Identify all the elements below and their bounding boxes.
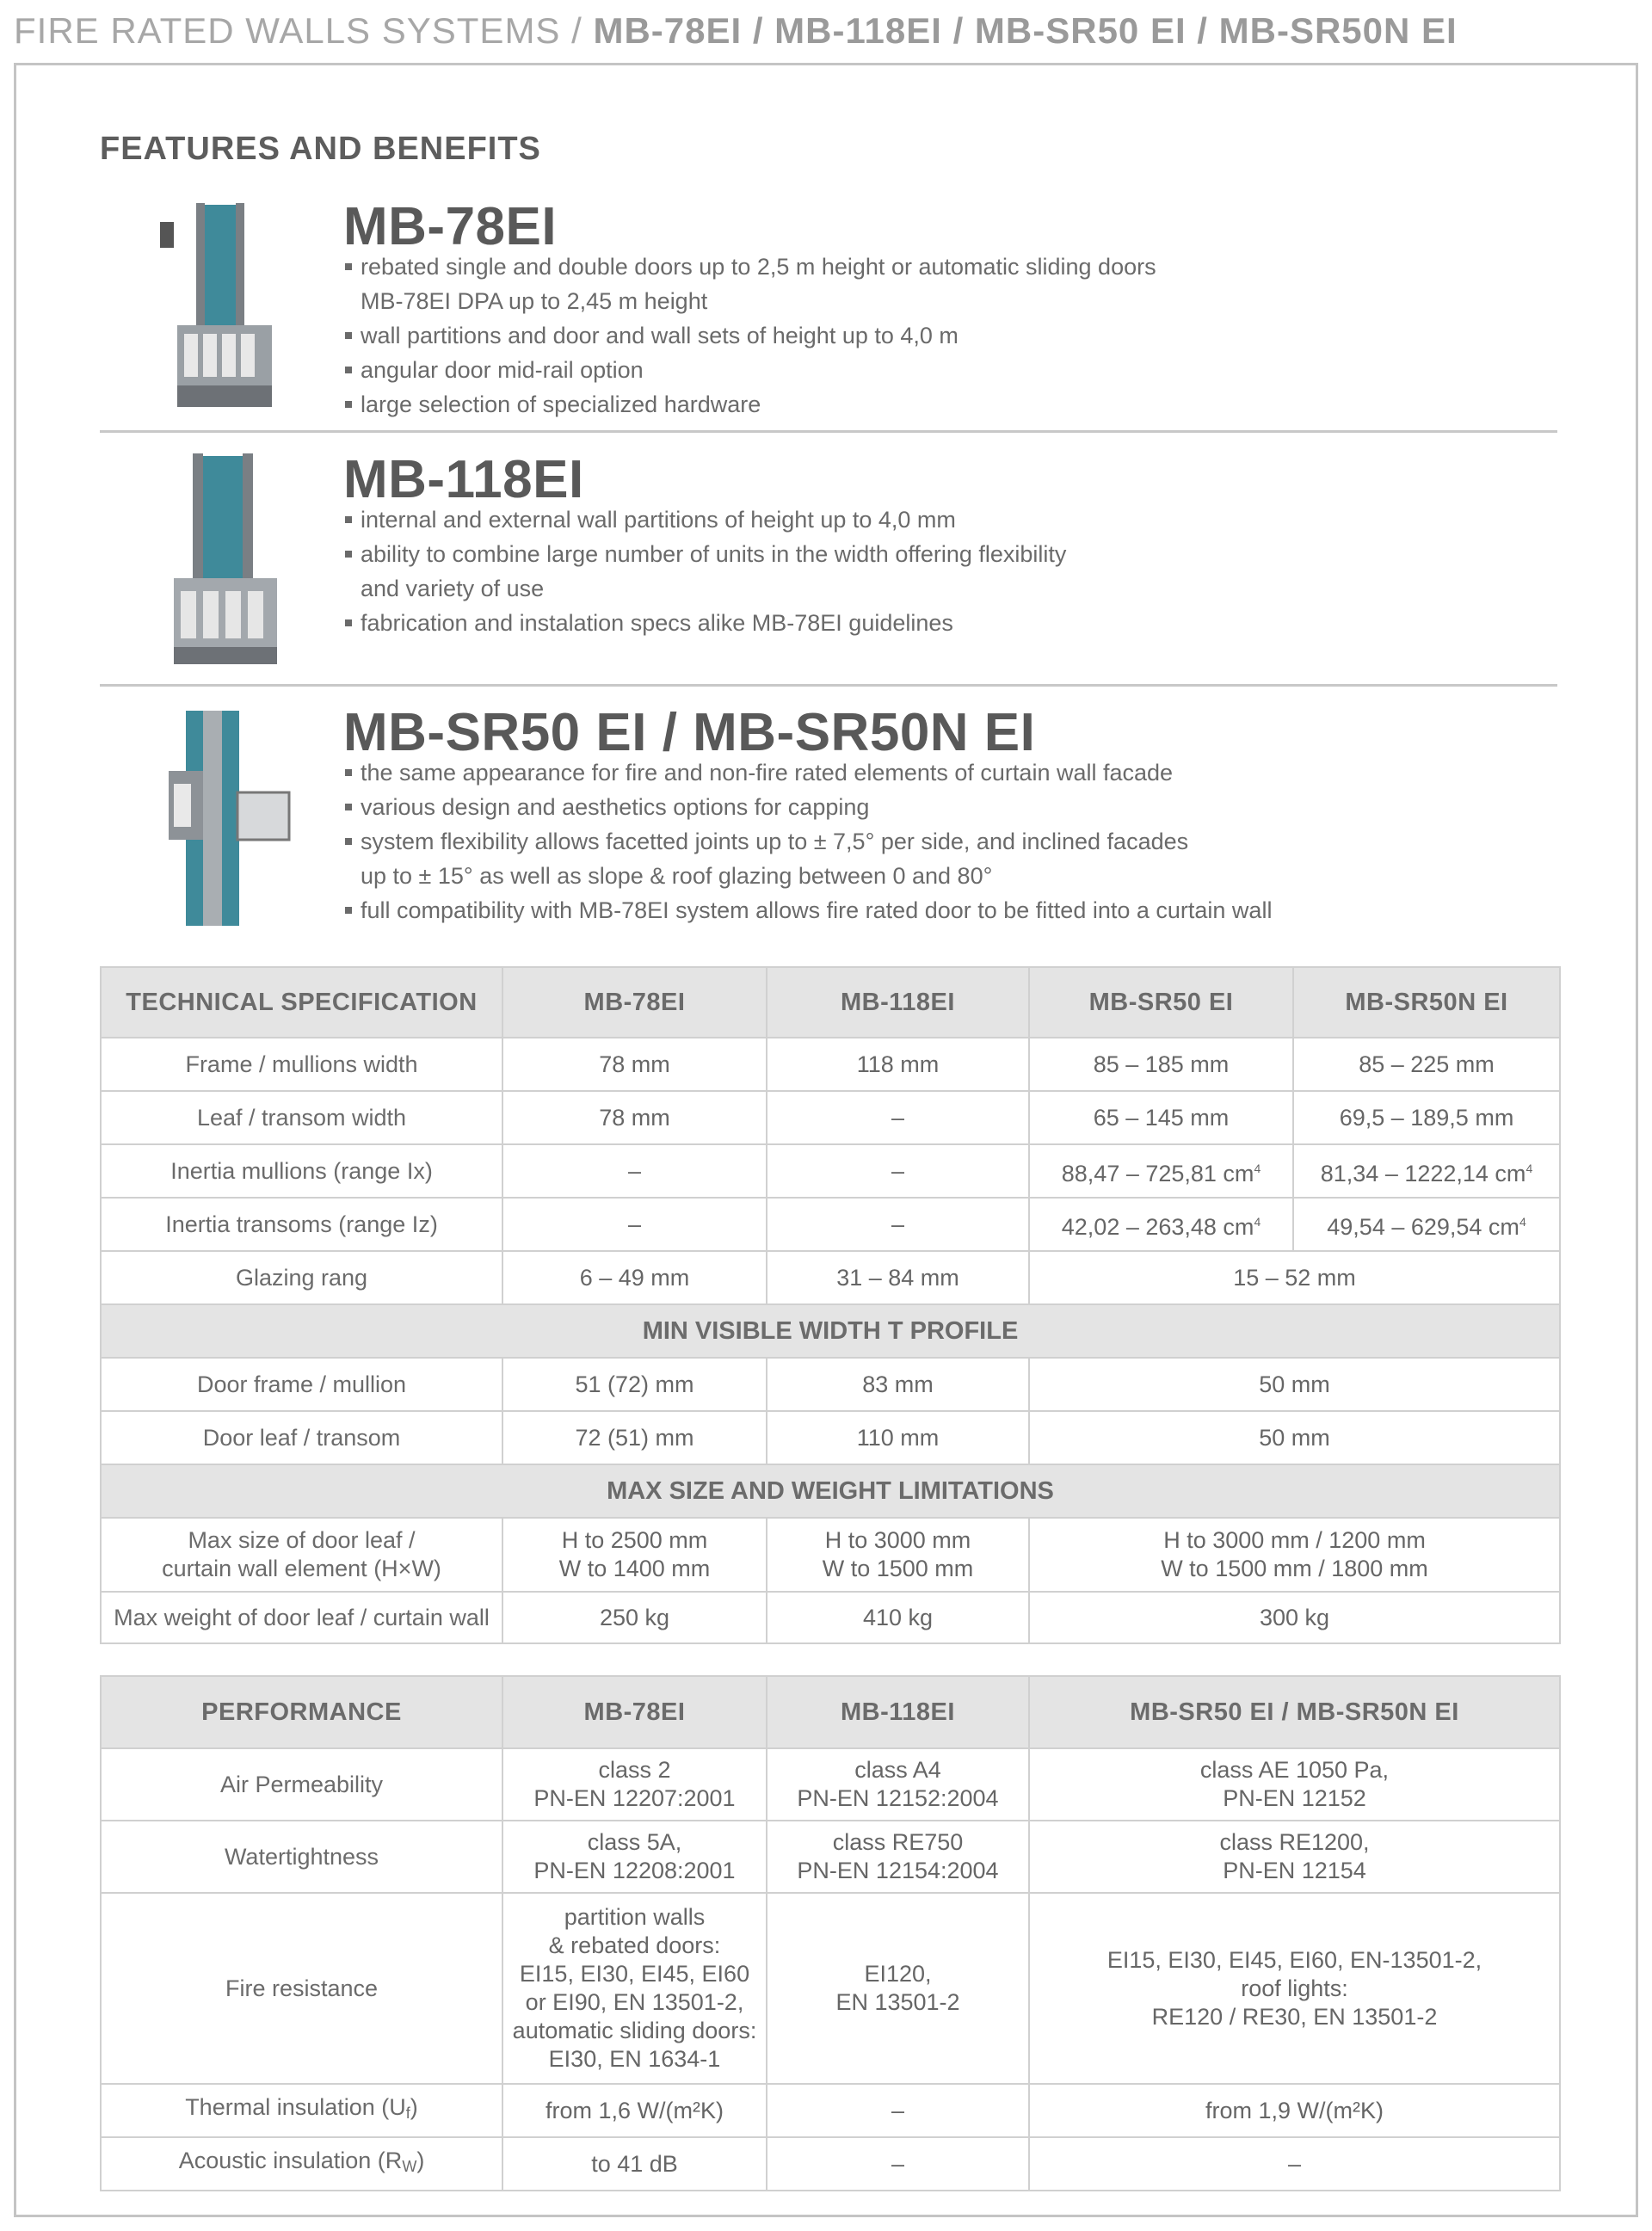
table-row [101, 1358, 1560, 1411]
text: internal and external wall partitions of height up to 4,0 mm [361, 507, 956, 533]
row-label: Door leaf / transom [101, 1411, 502, 1464]
row-label: Inertia mullions (range Ix) [101, 1144, 502, 1198]
table-cell [1029, 1893, 1560, 2084]
list-item [343, 824, 1272, 893]
row-label: Watertightness [101, 1821, 502, 1893]
column-header: MB-78EI [502, 967, 767, 1038]
list-item [343, 318, 1156, 353]
table-cell: from 1,6 W/(m²K) [502, 2084, 767, 2137]
text: 42,02 – 263,48 cm [1061, 1213, 1254, 1240]
table-cell [1029, 1748, 1560, 1821]
text: 4 [1254, 1214, 1261, 1229]
text: EI15, EI30, EI45, EI60, EN-13501-2, [1106, 1946, 1482, 1973]
table-cell: 300 kg [1029, 1592, 1560, 1643]
text: 4 [1254, 1161, 1261, 1175]
product-name: MB-SR50 EI / MB-SR50N EI [343, 703, 1036, 762]
text: Max size of door leaf / [188, 1527, 416, 1553]
column-header: TECHNICAL SPECIFICATION [101, 967, 502, 1038]
text: EI120, [864, 1961, 932, 1987]
mb78ei-profile-image [143, 196, 289, 420]
text: W to 1400 mm [558, 1556, 711, 1581]
table-cell: 69,5 – 189,5 mm [1293, 1091, 1560, 1144]
table-row [101, 1748, 1560, 1821]
list-item [343, 893, 1272, 928]
table-cell: 51 (72) mm [502, 1358, 767, 1411]
row-label: Max weight of door leaf / curtain wall [101, 1592, 502, 1643]
page-header [14, 5, 1649, 57]
technical-specification-table [100, 966, 1561, 1644]
table-cell: – [767, 2084, 1029, 2137]
text: class 2 [598, 1757, 671, 1783]
list-item [343, 250, 1156, 318]
row-label [101, 2084, 502, 2137]
divider [100, 684, 1557, 687]
table-row [101, 2084, 1560, 2137]
row-label: Inertia transoms (range Iz) [101, 1198, 502, 1251]
text: MB-78EI DPA up to 2,45 m height [361, 288, 708, 314]
table-row [101, 1198, 1560, 1251]
row-label: Glazing rang [101, 1251, 502, 1304]
table-cell [1029, 1144, 1293, 1198]
table-cell [767, 1748, 1029, 1821]
list-item [343, 353, 1156, 387]
text: H to 2500 mm [561, 1527, 708, 1553]
text: class RE750 [832, 1829, 964, 1855]
table-row [101, 1821, 1560, 1893]
section-row [101, 1304, 1560, 1358]
table-cell: 50 mm [1029, 1358, 1560, 1411]
table-cell: 6 – 49 mm [502, 1251, 767, 1304]
text: Acoustic insulation (R [178, 2148, 403, 2173]
table-header-row [101, 1676, 1560, 1748]
text: angular door mid-rail option [361, 357, 644, 383]
mbsr50ei-profile-image [143, 702, 298, 934]
text: fabrication and instalation specs alike MB-78EI guidelines [361, 610, 953, 636]
column-header: MB-SR50 EI / MB-SR50N EI [1029, 1676, 1560, 1748]
list-item [343, 537, 1066, 606]
row-label [101, 2137, 502, 2191]
text: 88,47 – 725,81 cm [1061, 1160, 1254, 1186]
list-item [343, 755, 1272, 790]
table-cell [1029, 1198, 1293, 1251]
text: class 5A, [587, 1829, 682, 1855]
text: wall partitions and door and wall sets of height up to 4,0 m [361, 323, 959, 348]
text: system flexibility allows facetted joints up to ± 7,5° per side, and inclined facades [361, 829, 1189, 854]
list-item [343, 387, 1156, 422]
text: large selection of specialized hardware [361, 391, 761, 417]
list-item [343, 606, 1066, 640]
text: EN 13501-2 [835, 1989, 960, 2015]
text: H to 3000 mm / 1200 mm [1163, 1527, 1426, 1553]
text: partition walls [564, 1904, 706, 1930]
table-cell: – [767, 1198, 1029, 1251]
row-label: Door frame / mullion [101, 1358, 502, 1411]
table-cell [502, 1821, 767, 1893]
product-mbsr50ei [100, 702, 1557, 943]
product-name: MB-118EI [343, 450, 584, 509]
row-label [101, 1518, 502, 1592]
column-header: PERFORMANCE [101, 1676, 502, 1748]
row-label: Air Permeability [101, 1748, 502, 1821]
table-row [101, 2137, 1560, 2191]
text: 4 [1519, 1214, 1526, 1229]
table-cell: 15 – 52 mm [1029, 1251, 1560, 1304]
table-cell: 85 – 225 mm [1293, 1038, 1560, 1091]
text: roof lights: [1241, 1975, 1348, 2001]
column-header: MB-SR50 EI [1029, 967, 1293, 1038]
table-cell: – [1029, 2137, 1560, 2191]
text: PN-EN 12152 [1223, 1785, 1366, 1811]
header-lead: FIRE RATED WALLS SYSTEMS / [14, 10, 594, 51]
table-cell: 410 kg [767, 1592, 1029, 1643]
text: ability to combine large number of units in the width offering flexibility [361, 541, 1067, 567]
row-label: Fire resistance [101, 1893, 502, 2084]
list-item [343, 790, 1272, 824]
column-header: MB-78EI [502, 1676, 767, 1748]
column-header: MB-SR50N EI [1293, 967, 1560, 1038]
text: class AE 1050 Pa, [1199, 1757, 1390, 1783]
section-heading: MAX SIZE AND WEIGHT LIMITATIONS [101, 1464, 1560, 1518]
table-cell [502, 1518, 767, 1592]
table-row [101, 1251, 1560, 1304]
table-cell: 83 mm [767, 1358, 1029, 1411]
divider [100, 430, 1557, 433]
text: 49,54 – 629,54 cm [1327, 1213, 1519, 1240]
text: rebated single and double doors up to 2,5 m height or automatic sliding doors [361, 254, 1156, 280]
text: EI15, EI30, EI45, EI60 [519, 1961, 750, 1987]
text: the same appearance for fire and non-fire rated elements of curtain wall facade [361, 760, 1174, 786]
header-models: MB-78EI / MB-118EI / MB-SR50 EI / MB-SR50N EI [593, 10, 1458, 51]
text: f [405, 2105, 410, 2122]
table-cell: to 41 dB [502, 2137, 767, 2191]
text: and variety of use [361, 576, 545, 601]
table-cell: 50 mm [1029, 1411, 1560, 1464]
table-cell [502, 1748, 767, 1821]
table-cell [1029, 1821, 1560, 1893]
text: various design and aesthetics options for capping [361, 794, 870, 820]
list-item [343, 502, 1066, 537]
table-cell: 31 – 84 mm [767, 1251, 1029, 1304]
text: W to 1500 mm [822, 1556, 974, 1581]
table-cell [767, 1518, 1029, 1592]
text: curtain wall element (H×W) [162, 1556, 441, 1581]
text: PN-EN 12207:2001 [533, 1785, 736, 1811]
text: H to 3000 mm [824, 1527, 971, 1553]
table-cell: – [502, 1144, 767, 1198]
mb118ei-profile-image [143, 449, 289, 673]
text: PN-EN 12208:2001 [533, 1858, 736, 1883]
text: PN-EN 12154:2004 [797, 1858, 999, 1883]
feature-list [343, 502, 1066, 640]
text: RE120 / RE30, EN 13501-2 [1151, 2003, 1438, 2030]
table-row [101, 1518, 1560, 1592]
performance-table [100, 1675, 1561, 2191]
product-mb118ei [100, 449, 1557, 673]
feature-list [343, 755, 1272, 928]
feature-list [343, 250, 1156, 422]
text: 81,34 – 1222,14 cm [1320, 1160, 1526, 1186]
table-row [101, 1091, 1560, 1144]
table-cell: 110 mm [767, 1411, 1029, 1464]
text: automatic sliding doors: [512, 2018, 757, 2043]
product-name: MB-78EI [343, 197, 558, 256]
section-row [101, 1464, 1560, 1518]
table-cell: 72 (51) mm [502, 1411, 767, 1464]
table-row [101, 1411, 1560, 1464]
column-header: MB-118EI [767, 1676, 1029, 1748]
text: or EI90, EN 13501-2, [525, 1989, 744, 2015]
table-row [101, 1038, 1560, 1091]
table-row [101, 1144, 1560, 1198]
text: W to 1500 mm / 1800 mm [1161, 1556, 1428, 1581]
table-header-row [101, 967, 1560, 1038]
text: ) [410, 2094, 418, 2120]
text: Thermal insulation (U [185, 2094, 406, 2120]
table-cell: – [767, 1091, 1029, 1144]
text: ) [416, 2148, 425, 2173]
section-heading: MIN VISIBLE WIDTH T PROFILE [101, 1304, 1560, 1358]
column-header: MB-118EI [767, 967, 1029, 1038]
table-row [101, 1893, 1560, 2084]
table-cell: – [767, 2137, 1029, 2191]
row-label: Leaf / transom width [101, 1091, 502, 1144]
table-cell: – [502, 1198, 767, 1251]
text: EI30, EN 1634-1 [548, 2046, 721, 2072]
table-cell: from 1,9 W/(m²K) [1029, 2084, 1560, 2137]
row-label: Frame / mullions width [101, 1038, 502, 1091]
table-cell: – [767, 1144, 1029, 1198]
text: W [402, 2158, 417, 2175]
text: PN-EN 12154 [1223, 1858, 1366, 1883]
table-cell [502, 1893, 767, 2084]
table-cell [1293, 1144, 1560, 1198]
text: class RE1200, [1219, 1829, 1370, 1855]
table-cell [767, 1821, 1029, 1893]
text: PN-EN 12152:2004 [797, 1785, 999, 1811]
table-cell: 78 mm [502, 1091, 767, 1144]
table-cell [767, 1893, 1029, 2084]
table-cell: 65 – 145 mm [1029, 1091, 1293, 1144]
table-cell: 85 – 185 mm [1029, 1038, 1293, 1091]
text: up to ± 15° as well as slope & roof glazing between 0 and 80° [361, 863, 993, 889]
table-row [101, 1592, 1560, 1643]
text: & rebated doors: [548, 1932, 721, 1958]
text: 4 [1526, 1161, 1533, 1175]
features-title: FEATURES AND BENEFITS [100, 131, 541, 167]
text: full compatibility with MB-78EI system allows fire rated door to be fitted into a curtain wall [361, 897, 1273, 923]
product-mb78ei [100, 196, 1557, 420]
table-cell [1029, 1518, 1560, 1592]
table-cell: 118 mm [767, 1038, 1029, 1091]
text: class A4 [854, 1757, 941, 1783]
table-cell [1293, 1198, 1560, 1251]
table-cell: 250 kg [502, 1592, 767, 1643]
table-cell: 78 mm [502, 1038, 767, 1091]
